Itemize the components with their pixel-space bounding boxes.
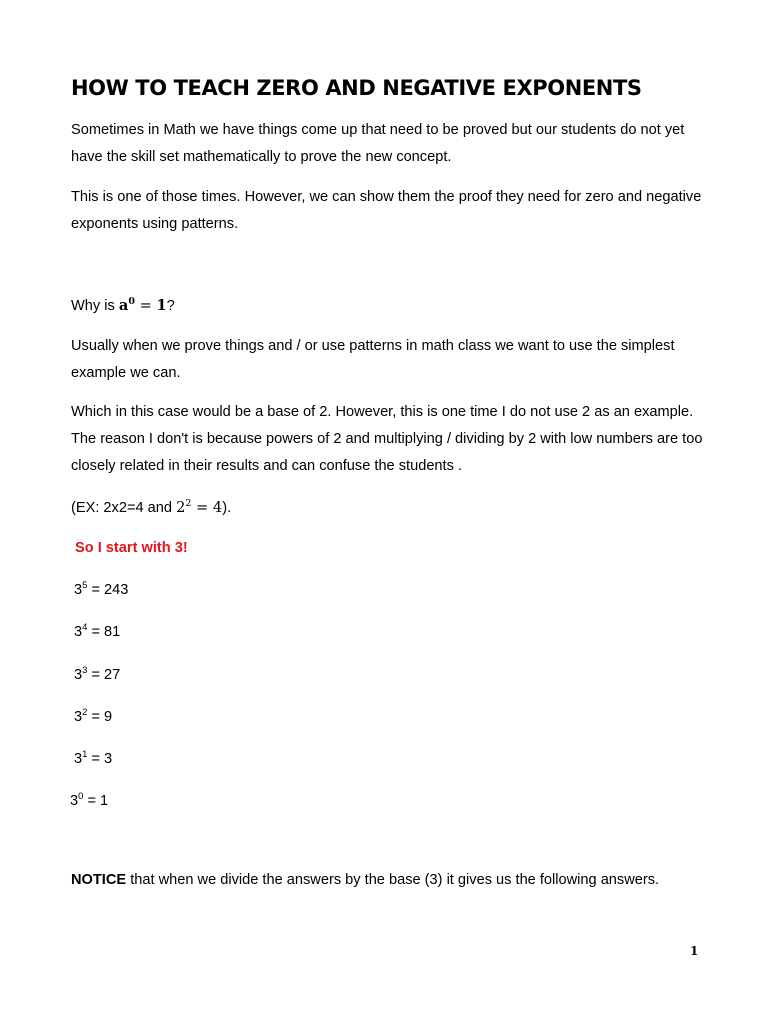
power-line xyxy=(74,624,120,640)
power-exponent: 2 xyxy=(82,707,88,718)
power-line xyxy=(70,793,108,809)
power-line xyxy=(74,751,112,767)
notice-line xyxy=(71,872,659,888)
highlight-text: So I start with 3! xyxy=(75,540,188,556)
power-exponent: 4 xyxy=(82,622,88,633)
power-line xyxy=(74,667,120,683)
notice-keyword: NOTICE xyxy=(71,872,127,888)
power-base: 3 xyxy=(74,582,83,598)
power-exponent: 0 xyxy=(78,791,84,802)
power-result: = 1 xyxy=(83,793,109,809)
notice-text: that when we divide the answers by the base (3) it gives us the following answers. xyxy=(126,872,660,888)
power-result: = 243 xyxy=(87,582,129,598)
power-base: 3 xyxy=(74,709,83,725)
example-equals: = 4 xyxy=(191,499,223,516)
power-result: = 3 xyxy=(87,751,113,767)
example-suffix: ). xyxy=(222,500,232,516)
power-line xyxy=(74,582,128,598)
power-base: 3 xyxy=(74,624,83,640)
power-base: 3 xyxy=(70,793,79,809)
question-base: a xyxy=(118,297,129,314)
body-paragraph-2: Which in this case would be a base of 2. However, this is one time I do not use 2 as an example. The reason I don't is because powers of 2 and multiplying / dividing by 2 with low numbers are too closely related in their results and can confuse the students . xyxy=(71,404,703,474)
question-equals: = xyxy=(134,297,157,314)
zero-exponent-question xyxy=(71,297,175,314)
power-result: = 81 xyxy=(87,624,121,640)
question-suffix: ? xyxy=(166,298,175,314)
power-base: 3 xyxy=(74,751,83,767)
power-base: 3 xyxy=(74,667,83,683)
body-paragraph-1: Usually when we prove things and / or use patterns in math class we want to use the simplest example we can. xyxy=(71,338,675,381)
power-exponent: 5 xyxy=(82,580,88,591)
question-prefix: Why is xyxy=(71,298,119,314)
example-line xyxy=(71,499,231,516)
power-exponent: 1 xyxy=(82,749,88,760)
page-title: HOW TO TEACH ZERO AND NEGATIVE EXPONENTS xyxy=(71,76,642,100)
intro-paragraph-2: This is one of those times. However, we can show them the proof they need for zero and negative exponents using patterns. xyxy=(71,189,702,232)
page-number: 1 xyxy=(690,944,699,958)
question-exponent: 0 xyxy=(128,296,135,307)
intro-paragraph-1: Sometimes in Math we have things come up that need to be proved but our students do not yet have the skill set mathematically to prove the new concept. xyxy=(71,122,685,165)
power-result: = 9 xyxy=(87,709,113,725)
example-prefix: (EX: 2x2=4 and xyxy=(71,500,177,516)
example-exponent: 2 xyxy=(185,498,192,509)
question-result: 1 xyxy=(156,297,167,314)
power-line xyxy=(74,709,112,725)
example-base: 2 xyxy=(176,499,186,516)
power-exponent: 3 xyxy=(82,665,88,676)
power-result: = 27 xyxy=(87,667,121,683)
